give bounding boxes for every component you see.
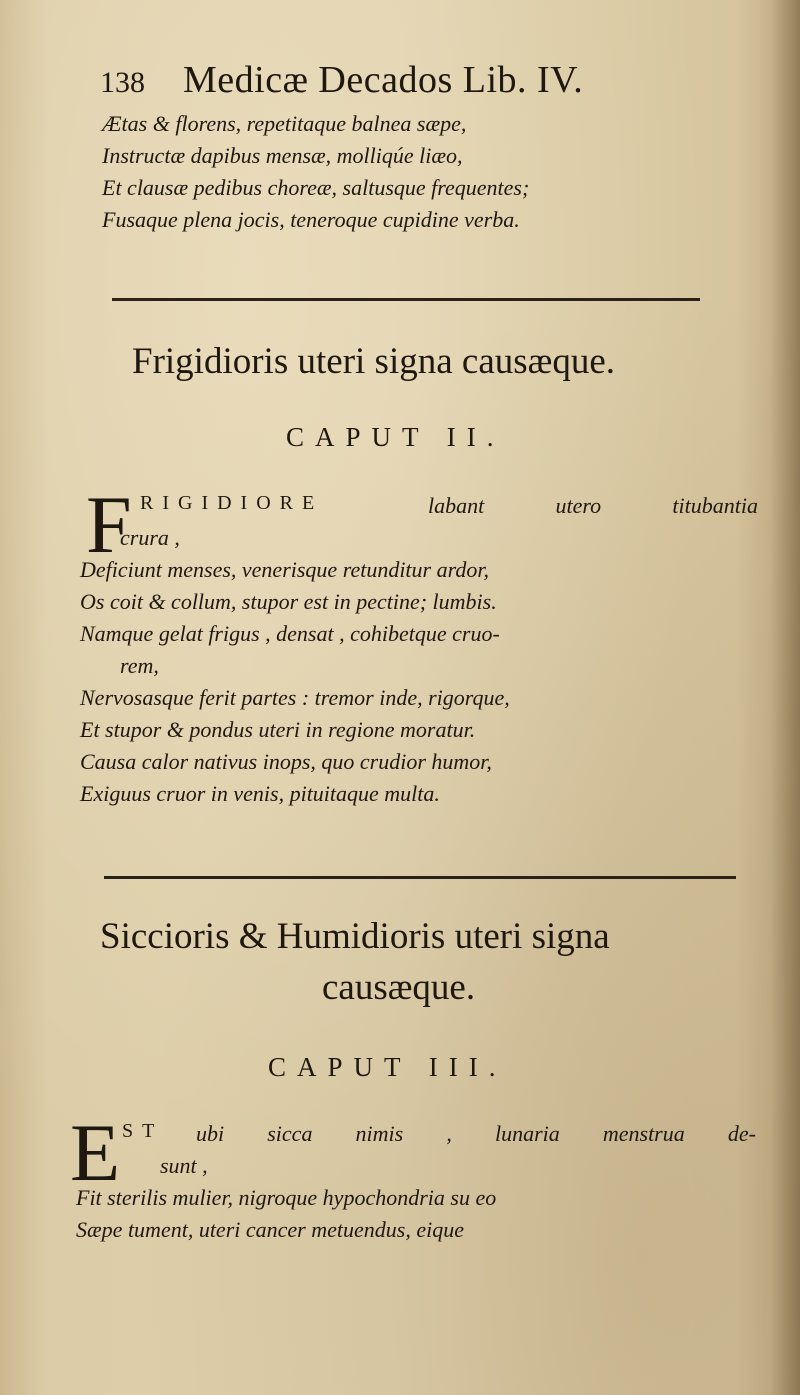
section-divider	[104, 876, 736, 879]
page-edge-shadow	[770, 0, 800, 1395]
lead-word: sicca	[267, 1121, 313, 1146]
verse-line: sunt ,	[160, 1153, 208, 1178]
verse-line: Namque gelat frigus , densat , cohibetque cruo-	[80, 621, 500, 646]
lead-line	[428, 490, 758, 522]
lead-word: lunaria	[494, 1121, 560, 1146]
running-title: Medicæ Decados Lib. IV.	[183, 59, 584, 101]
drop-cap: F	[86, 479, 132, 570]
lead-word: de-	[727, 1121, 756, 1146]
verse-line: Fusaque plena jocis, teneroque cupidine verba.	[102, 207, 520, 232]
lead-word: titubantia	[672, 493, 758, 518]
small-caps-word: ST	[122, 1120, 164, 1142]
verse-line: Causa calor nativus inops, quo crudior humor,	[80, 749, 492, 774]
verse-line: Instructæ dapibus mensæ, molliqúe liæo,	[102, 143, 463, 168]
verse-line: Et clausæ pedibus choreæ, saltusque frequentes;	[102, 175, 530, 200]
chapter-3-title-continued: causæque.	[322, 967, 476, 1008]
verse-line: Nervosasque ferit partes : tremor inde, rigorque,	[80, 685, 510, 710]
verse-line: rem,	[120, 653, 159, 678]
chapter-3-title: Siccioris & Humidioris uteri signa	[100, 916, 610, 957]
section-divider	[112, 298, 700, 301]
verse-line: Ætas & florens, repetitaque balnea sæpe,	[102, 111, 467, 136]
verse-line: Exiguus cruor in venis, pituitaque multa.	[80, 781, 440, 806]
verse-line: Fit sterilis mulier, nigroque hypochondria su eo	[76, 1185, 497, 1210]
chapter-2-title: Frigidioris uteri signa causæque.	[132, 341, 615, 382]
lead-word: nimis	[355, 1121, 404, 1146]
chapter-2-caput: CAPUT II.	[286, 422, 505, 452]
page-header	[100, 58, 700, 102]
verse-line: Deficiunt menses, venerisque retunditur ardor,	[80, 557, 489, 582]
page-number: 138	[100, 66, 145, 99]
lead-line	[196, 1118, 756, 1150]
lead-word: menstrua	[602, 1121, 685, 1146]
small-caps-word: RIGIDIORE	[140, 492, 324, 514]
lead-word: ,	[446, 1121, 452, 1146]
verse-line: crura ,	[120, 525, 180, 550]
chapter-3-caput: CAPUT III.	[268, 1052, 507, 1082]
verse-line: Os coit & collum, stupor est in pectine; lumbis.	[80, 589, 497, 614]
verse-line: Et stupor & pondus uteri in regione moratur.	[80, 717, 476, 742]
lead-word: ubi	[196, 1121, 225, 1146]
lead-word: labant	[428, 493, 485, 518]
verse-line: Sæpe tument, uteri cancer metuendus, eique	[76, 1217, 464, 1242]
top-verse-block	[102, 108, 722, 236]
drop-cap: E	[70, 1107, 121, 1198]
chapter-3-verse-block	[76, 1150, 696, 1246]
lead-word: utero	[555, 493, 602, 518]
chapter-2-verse-block	[80, 522, 760, 810]
